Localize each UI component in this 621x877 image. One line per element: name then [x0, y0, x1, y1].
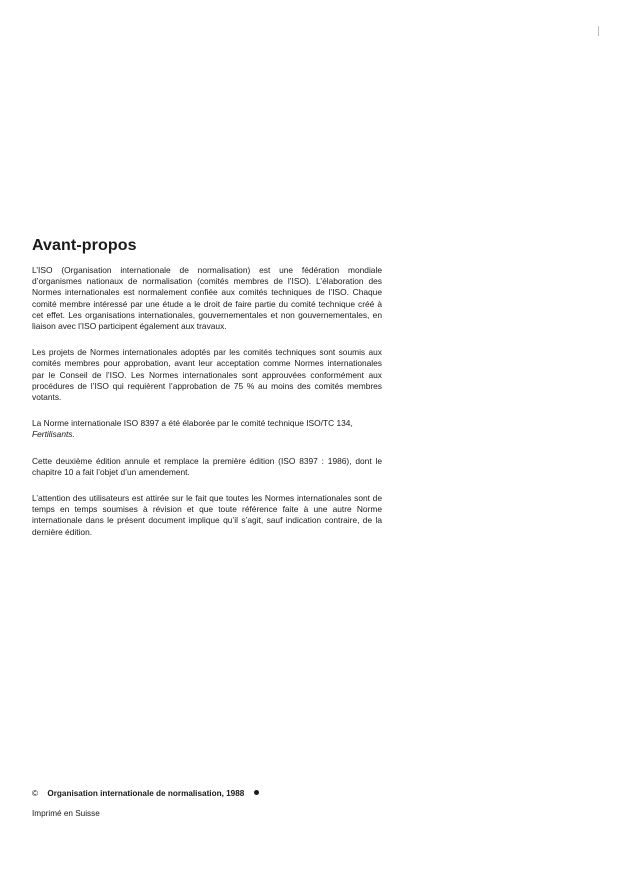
paragraph-iso-intro: L’ISO (Organisation internationale de normalisation) est une fédération mondiale d’organismes nationaux de normalisation (comités membres de l’ISO). L’élaboration des Normes internationales est normalement confiée aux comités techniques de l’ISO. Chaque comité membre intéressé par une étude a le droit de faire partie du comité technique créé à cet effet. Les organisations internationales, gouvernementales et non gouvernementales, en liaison avec l’ISO participent également aux travaux. — [32, 265, 382, 332]
committee-text: La Norme internationale ISO 8397 a été élaborée par le comité technique ISO/TC 134, — [32, 418, 353, 429]
copyright-symbol: © — [32, 789, 39, 798]
page-title: Avant-propos — [32, 237, 137, 254]
paragraph-edition: Cette deuxième édition annule et remplace la première édition (ISO 8397 : 1986), dont le chapitre 10 a fait l’objet d’un amendement. — [32, 455, 382, 477]
paragraph-committee — [32, 418, 382, 440]
foreword-body — [32, 265, 382, 538]
paragraph-approval: Les projets de Normes internationales adoptés par les comités techniques sont soumis aux comités membres pour approbation, avant leur acceptation comme Normes internationales par le Conseil de l’ISO. Les Normes internationales sont approuvées conformément aux procédures de l’ISO qui requièrent l’approbation de 75 % au moins des comités membres votants. — [32, 347, 382, 403]
printed-in-note: Imprimé en Suisse — [32, 809, 100, 818]
paragraph-revision-notice: L’attention des utilisateurs est attirée sur le fait que toutes les Normes internationales sont de temps en temps soumises à révision et que toute référence faite à une autre Norme internationale dans le présent document implique qu’il s’agit, sauf indication contraire, de la dernière édition. — [32, 493, 382, 537]
copyright-line — [32, 789, 259, 799]
committee-name: Fertilisants. — [32, 429, 75, 440]
copyright-text: Organisation internationale de normalisation, 1988 — [47, 789, 245, 798]
bullet-dot-icon — [254, 790, 259, 795]
page-edge-mark — [598, 26, 599, 36]
